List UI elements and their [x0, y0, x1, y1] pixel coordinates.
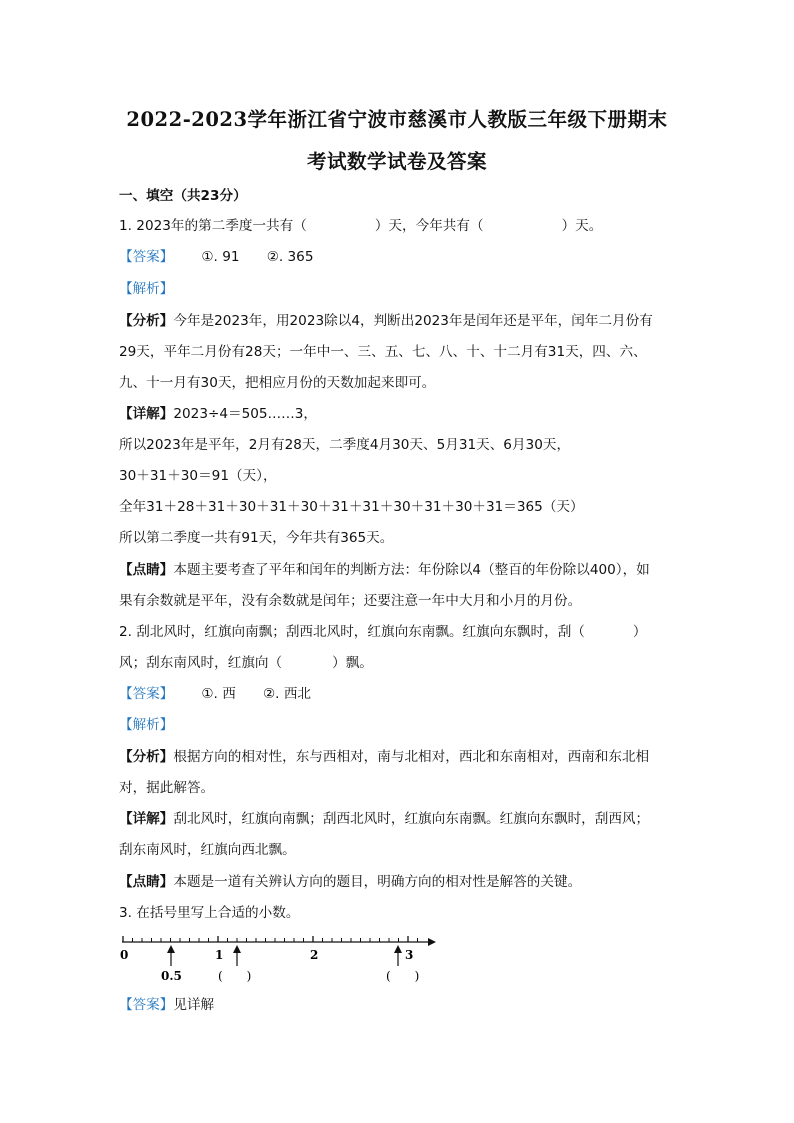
q2-stem-part3: 风；刮东南风时，红旗向（ [119, 655, 283, 671]
tick-label-1: 1 [215, 948, 224, 962]
detail-tag: 【详解】 [119, 406, 174, 422]
q1-detail-l2: 所以2023年是平年，2月有28天，二季度4月30天、5月31天、6月30天， [119, 437, 571, 453]
q1-stem-part3: ）天。 [561, 218, 603, 234]
q1-detail-l1 [119, 405, 317, 423]
document-title-line2: 考试数学试卷及答案 [306, 150, 487, 173]
number-line-ticks [123, 936, 418, 942]
answer-tag: 【答案】 [119, 997, 174, 1013]
up-arrow-icon [233, 945, 241, 966]
q1-stem-part1: 1. 2023年的第二季度一共有（ [119, 218, 307, 234]
detail-text: 2023÷4＝505……3， [173, 406, 317, 422]
tick-label-2: 2 [310, 948, 319, 962]
analysis-text: 今年是2023年，用2023除以4，判断出2023年是闰年还是平年，闰年二月份有 [173, 313, 653, 329]
q1-comment-l2: 果有余数就是平年，没有余数就是闰年；还要注意一年中大月和小月的月份。 [119, 593, 582, 609]
q3-stem: 3. 在括号里写上合适的小数。 [119, 905, 300, 921]
q1-comment-l1 [119, 561, 650, 579]
q1-analysis-l1 [119, 312, 653, 330]
q2-stem-part4: ）飘。 [332, 655, 373, 671]
up-arrow-icon [394, 945, 402, 966]
q2-answer-text: ①. 西 ②. 西北 [201, 686, 312, 702]
answer-tag: 【答案】 [119, 249, 174, 265]
comment-tag: 【点睛】 [119, 874, 174, 890]
arrowhead-icon [428, 938, 436, 946]
analysis-tag: 【分析】 [119, 749, 174, 765]
number-line [110, 928, 450, 988]
tick-label-0: 0 [120, 948, 129, 962]
q2-answer [119, 685, 311, 703]
marker-blank-1: ( ) [218, 969, 252, 983]
jiexi-tag: 【解析】 [119, 717, 174, 733]
comment-text: 本题是一道有关辨认方向的题目，明确方向的相对性是解答的关键。 [173, 874, 582, 890]
q2-stem-l1 [119, 623, 646, 641]
q1-answer-text: ①. 91 ②. 365 [201, 249, 314, 265]
q1-stem [119, 217, 602, 235]
document-title-line1: 2022-2023学年浙江省宁波市慈溪市人教版三年级下册期末 [126, 108, 668, 131]
q2-comment-l1 [119, 873, 581, 891]
jiexi-tag: 【解析】 [119, 281, 174, 297]
comment-tag: 【点睛】 [119, 562, 174, 578]
q1-detail-l3: 30＋31＋30＝91（天）， [119, 468, 277, 484]
answer-tag: 【答案】 [119, 686, 174, 702]
q1-analysis-l2: 29天，平年二月份有28天；一年中一、三、五、七、八、十、十二月有31天，四、六、 [119, 344, 647, 360]
q1-stem-part2: ）天，今年共有（ [374, 218, 484, 234]
q1-detail-l4: 全年31＋28＋31＋30＋31＋30＋31＋31＋30＋31＋30＋31＝365（天） [119, 499, 584, 515]
q2-analysis-l1 [119, 748, 649, 766]
comment-text: 本题主要考查了平年和闰年的判断方法：年份除以4（整百的年份除以400），如 [173, 562, 650, 578]
analysis-tag: 【分析】 [119, 313, 174, 329]
detail-tag: 【详解】 [119, 811, 174, 827]
q2-detail-l2: 刮东南风时，红旗向西北飘。 [119, 842, 296, 858]
q2-stem-part2: ） [632, 624, 647, 640]
marker-blank-2: ( ) [386, 969, 420, 983]
detail-text: 刮北风时，红旗向南飘；刮西北风时，红旗向东南飘。红旗向东飘时，刮西风； [173, 811, 650, 827]
q3-answer [119, 996, 214, 1014]
q1-analysis-l3: 九、十一月有30天，把相应月份的天数加起来即可。 [119, 375, 436, 391]
q3-answer-text: 见详解 [173, 997, 215, 1013]
marker-label-0-5: 0.5 [161, 969, 182, 983]
tick-label-3: 3 [405, 948, 414, 962]
q2-stem-part1: 2. 刮北风时，红旗向南飘；刮西北风时，红旗向东南飘。红旗向东飘时，刮（ [119, 624, 585, 640]
q1-answer [119, 248, 313, 266]
section-heading: 一、填空（共23分） [119, 188, 247, 204]
q2-stem-l2 [119, 654, 373, 672]
analysis-text: 根据方向的相对性，东与西相对，南与北相对，西北和东南相对，西南和东北相 [173, 749, 650, 765]
q2-analysis-l2: 对，据此解答。 [119, 780, 215, 796]
up-arrow-icon [167, 945, 175, 966]
q2-detail-l1 [119, 810, 649, 828]
q1-detail-l5: 所以第二季度一共有91天，今年共有365天。 [119, 530, 394, 546]
